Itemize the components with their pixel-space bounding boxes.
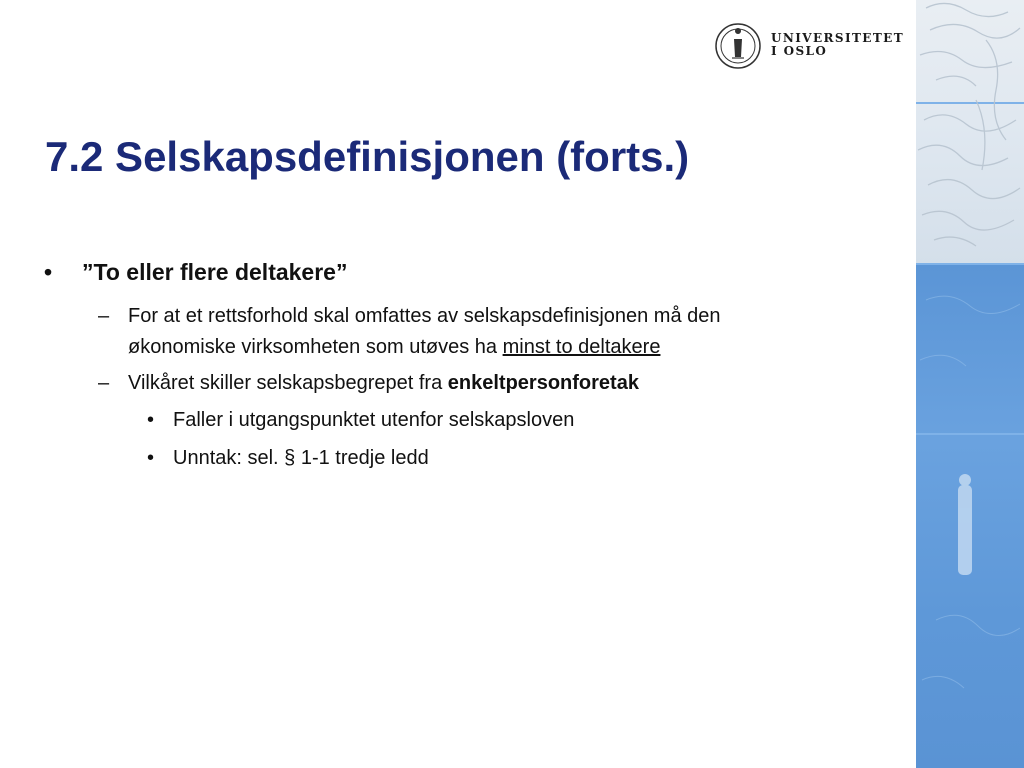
dash-marker: –	[98, 305, 110, 327]
sub-sub-bullet-marker: •	[147, 447, 155, 469]
underlined-phrase: minst to deltakere	[502, 336, 661, 358]
dash-marker: –	[98, 372, 110, 394]
sub-bullet-line: For at et rettsforhold skal omfattes av selskapsdefinisjonen må den	[128, 305, 721, 327]
bullet-marker: •	[44, 259, 53, 285]
sub-sub-bullet-text: Faller i utgangspunktet utenfor selskapsloven	[173, 409, 575, 431]
sub-sub-bullet-marker: •	[147, 409, 155, 431]
university-seal-icon	[714, 22, 762, 70]
logo-line-2: I OSLO	[771, 44, 828, 58]
bold-phrase: enkeltpersonforetak	[447, 372, 639, 394]
sub-bullet-line	[128, 368, 639, 399]
sub-sub-bullet-text: Unntak: sel. § 1-1 tredje ledd	[173, 447, 429, 469]
decorative-side-strip	[916, 0, 1024, 768]
logo-wordmark	[771, 32, 904, 58]
logo-line-1: UNIVERSITETET	[771, 31, 905, 45]
sub-bullet-text: økonomiske virksomheten som utøves ha	[128, 336, 503, 358]
statue-illustration	[916, 0, 1024, 768]
sub-bullet-text: Vilkåret skiller selskapsbegrepet fra	[128, 372, 448, 394]
slide-title: 7.2 Selskapsdefinisjonen (forts.)	[45, 133, 690, 180]
bullet-heading: ”To eller flere deltakere”	[82, 259, 348, 285]
sub-bullet-line	[128, 332, 660, 363]
